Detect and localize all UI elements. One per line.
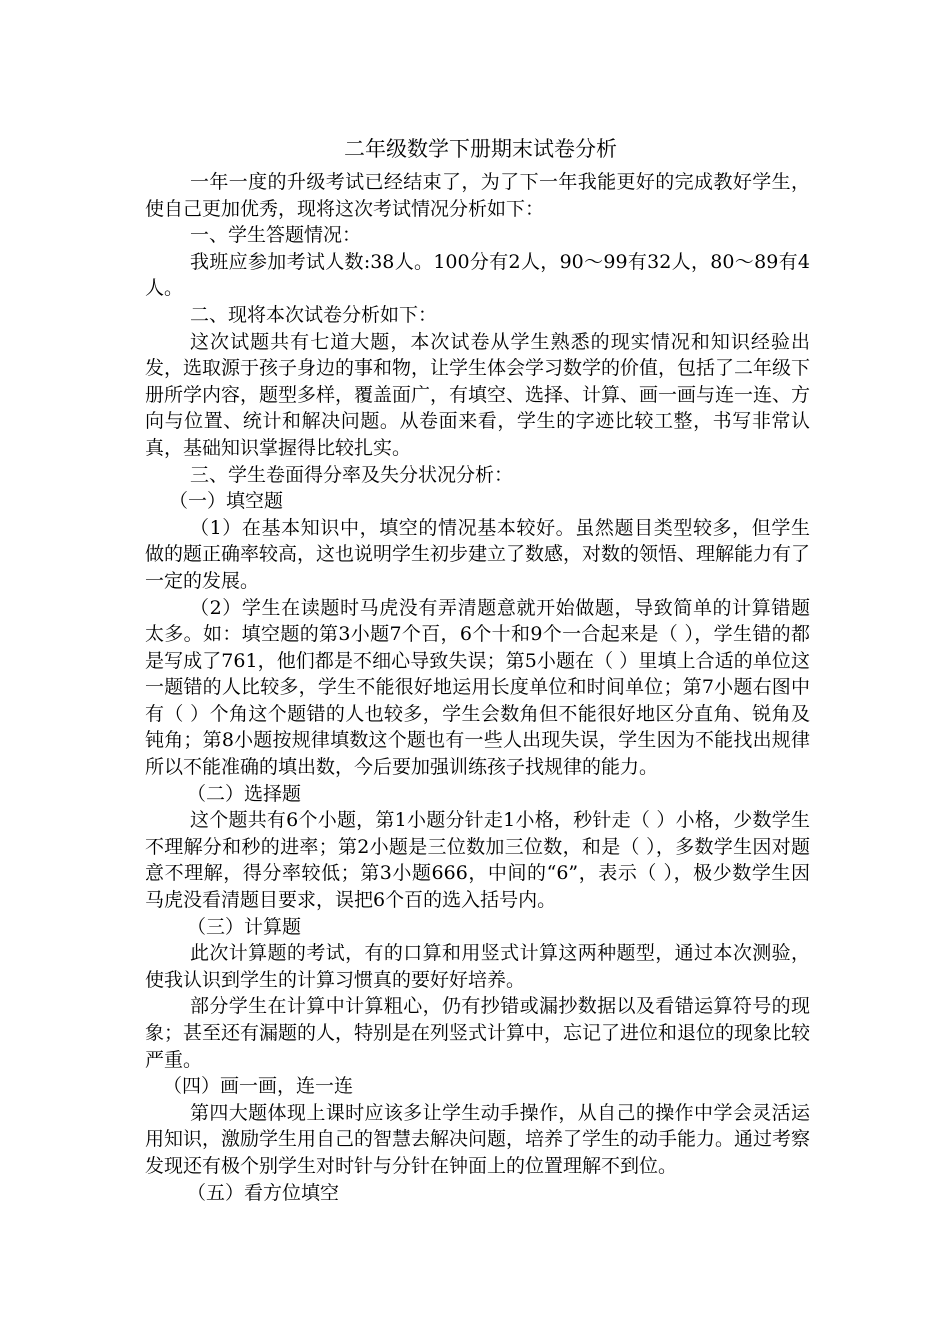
score-summary-paragraph: 我班应参加考试人数:38人。100分有2人，90～99有32人，80～89有4人。	[145, 250, 810, 300]
section-heading-answers: 一、学生答题情况：	[190, 224, 362, 247]
fill-blank-paragraph-2: （2）学生在读题时马虎没有弄清题意就开始做题，导致简单的计算错题太多。如：填空题的第3小题7个百，6个十和9个一合起来是（ ），学生错的都是写成了761，他们都是不细心导致失误；第5小题在（ ）里填上合适的单位这一题错的人比较多，学生不能很好地运用长度单位和时间单位；第7小题右图中有（ ）个角这个题错的人也较多，学生会数角但不能很好地区分直角、锐角及钝角；第8小题按规律填数这个题也有一些人出现失误，学生因为不能找出规律所以不能准确的填出数，今后要加强训练孩子找规律的能力。	[145, 596, 810, 779]
subheading-direction: （五）看方位填空	[187, 1181, 340, 1204]
subheading-calculation: （三）计算题	[187, 915, 302, 938]
section-heading-score-rate: 三、学生卷面得分率及失分状况分析：	[190, 463, 514, 486]
document-title: 二年级数学下册期末试卷分析	[344, 137, 617, 161]
subheading-multiple-choice: （二）选择题	[187, 782, 302, 805]
fill-blank-paragraph-1: （1）在基本知识中，填空的情况基本较好。虽然题目类型较多，但学生做的题正确率较高，这也说明学生初步建立了数感，对数的领悟、理解能力有了一定的发展。	[145, 516, 811, 592]
section-heading-analysis: 二、现将本次试卷分析如下：	[190, 303, 438, 326]
document-body	[145, 134, 810, 1206]
intro-paragraph: 一年一度的升级考试已经结束了，为了下一年我能更好的完成教好学生，使自己更加优秀，现将这次考试情况分析如下：	[145, 171, 810, 220]
subheading-fill-blank: （一）填空题	[169, 490, 284, 513]
calculation-paragraph-1: 此次计算题的考试，有的口算和用竖式计算这两种题型，通过本次测验，使我认识到学生的计算习惯真的要好好培养。	[145, 942, 810, 991]
subheading-draw-connect: （四）画一画，连一连	[163, 1075, 354, 1098]
calculation-paragraph-2: 部分学生在计算中计算粗心，仍有抄错或漏抄数据以及看错运算符号的现象；甚至还有漏题的人，特别是在列竖式计算中，忘记了进位和退位的现象比较严重。	[145, 995, 811, 1071]
draw-connect-paragraph: 第四大题体现上课时应该多让学生动手操作，从自己的操作中学会灵活运用知识，激励学生用自己的智慧去解决问题，培养了学生的动手能力。通过考察发现还有极个别学生对时针与分针在钟面上的位置理解不到位。	[145, 1101, 811, 1177]
multiple-choice-paragraph: 这个题共有6个小题，第1小题分针走1小格，秒针走（ ）小格，少数学生不理解分和秒的进率；第2小题是三位数加三位数，和是（ ），多数学生因对题意不理解，得分率较低；第3小题666，中间的“6”，表示（ ），极少数学生因马虎没看清题目要求，误把6个百的选入括号内。	[145, 809, 810, 912]
analysis-paragraph: 这次试题共有七道大题，本次试卷从学生熟悉的现实情况和知识经验出发，选取源于孩子身边的事和物，让学生体会学习数学的价值，包括了二年级下册所学内容，题型多样，覆盖面广，有填空、选择、计算、画一画与连一连、方向与位置、统计和解决问题。从卷面来看，学生的字迹比较工整，书写非常认真，基础知识掌握得比较扎实。	[145, 330, 811, 459]
